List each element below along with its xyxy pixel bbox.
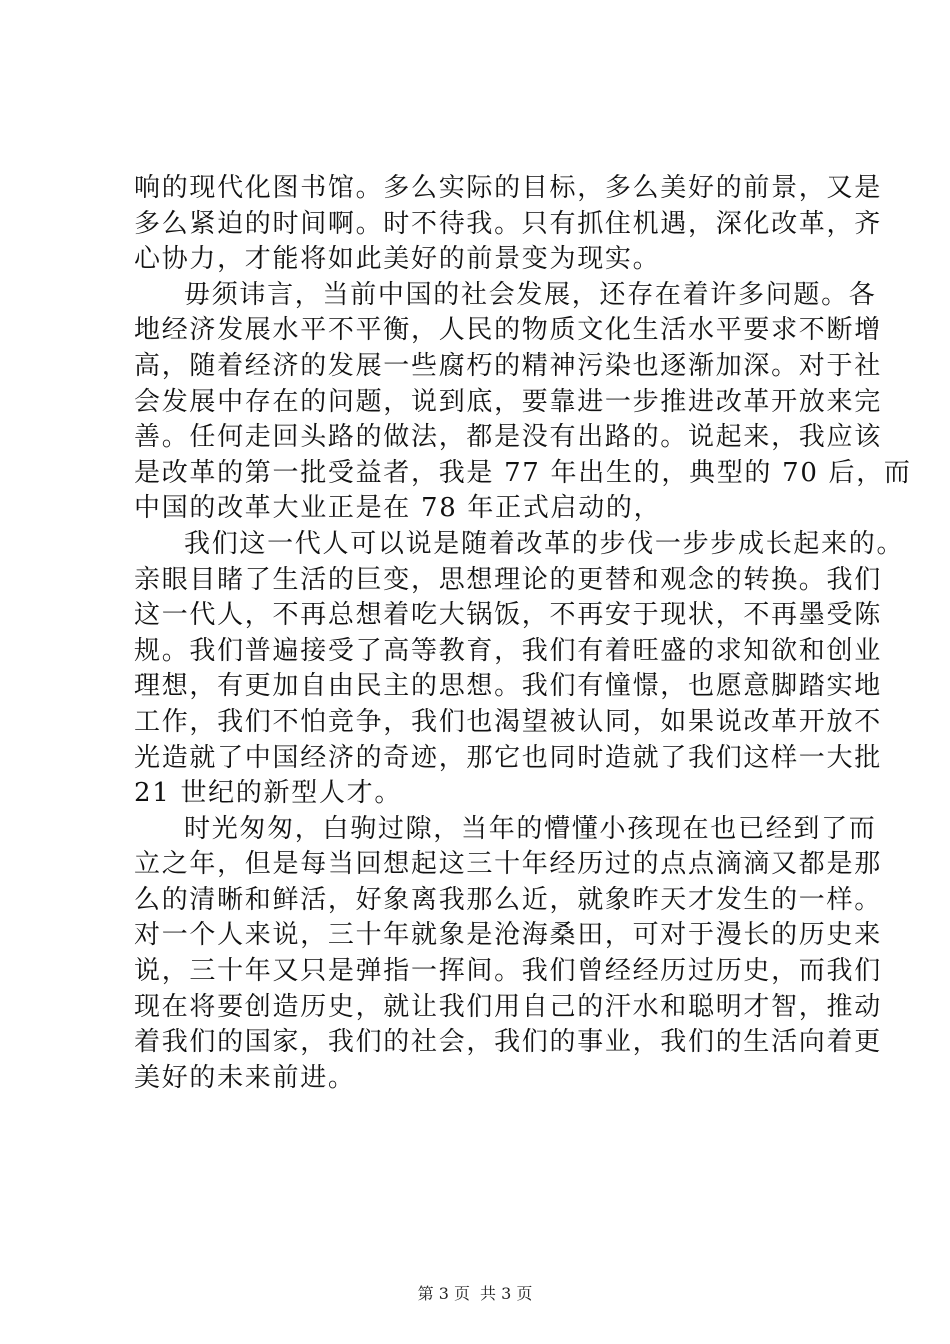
text-line: 规。我们普遍接受了高等教育，我们有着旺盛的求知欲和创业 (134, 635, 882, 666)
page-total: 共 3 页 (480, 1284, 533, 1303)
text-line: 高，随着经济的发展一些腐朽的精神污染也逐渐加深。对于社 (134, 350, 882, 381)
text-line: 光造就了中国经济的奇迹，那它也同时造就了我们这样一大批 (134, 742, 882, 773)
text-line: 么的清晰和鲜活，好象离我那么近，就象昨天才发生的一样。 (134, 884, 882, 915)
text-line: 善。任何走回头路的做法，都是没有出路的。说起来，我应该 (134, 422, 882, 453)
text-line: 响的现代化图书馆。多么实际的目标，多么美好的前景，又是 (134, 173, 882, 203)
text-line: 会发展中存在的问题，说到底，要靠进一步推进改革开放来完 (134, 386, 882, 417)
text-line: 立之年，但是每当回想起这三十年经历过的点点滴滴又都是那 (134, 849, 882, 880)
text-line: 这一代人，不再总想着吃大锅饭，不再安于现状，不再墨受陈 (134, 600, 882, 631)
text-line: 着我们的国家，我们的社会，我们的事业，我们的生活向着更 (134, 1027, 882, 1058)
document-body (134, 171, 912, 1096)
text-line: 理想，有更加自由民主的思想。我们有憧憬，也愿意脚踏实地 (134, 671, 882, 702)
text-line: 地经济发展水平不平衡，人民的物质文化生活水平要求不断增 (134, 315, 882, 346)
paragraph-first-line: 时光匆匆，白驹过隙，当年的懵懂小孩现在也已经到了而 (184, 813, 877, 844)
text-line: 美好的未来前进。 (134, 1062, 356, 1093)
paragraph-first-line: 毋须讳言，当前中国的社会发展，还存在着许多问题。各 (184, 279, 877, 310)
text-line: 工作，我们不怕竞争，我们也渴望被认同，如果说改革开放不 (134, 706, 882, 737)
text-line: 是改革的第一批受益者，我是 77 年出生的，典型的 70 后，而 (134, 457, 912, 488)
text-line: 心协力，才能将如此美好的前景变为现实。 (134, 244, 661, 275)
text-line: 现在将要创造历史，就让我们用自己的汗水和聪明才智，推动 (134, 991, 882, 1022)
paragraph-first-line: 我们这一代人可以说是随着改革的步伐一步步成长起来的。 (184, 528, 905, 559)
text-line: 多么紧迫的时间啊。时不待我。只有抓住机遇，深化改革，齐 (134, 208, 882, 239)
text-line: 说，三十年又只是弹指一挥间。我们曾经经历过历史，而我们 (134, 956, 882, 987)
text-line: 中国的改革大业正是在 78 年正式启动的， (134, 493, 662, 524)
text-line: 亲眼目睹了生活的巨变，思想理论的更替和观念的转换。我们 (134, 564, 882, 595)
page-number: 第 3 页 (417, 1284, 470, 1303)
page-footer (0, 1284, 950, 1304)
text-line: 对一个人来说，三十年就象是沧海桑田，可对于漫长的历史来 (134, 920, 882, 951)
text-line: 21 世纪的新型人才。 (134, 778, 403, 809)
